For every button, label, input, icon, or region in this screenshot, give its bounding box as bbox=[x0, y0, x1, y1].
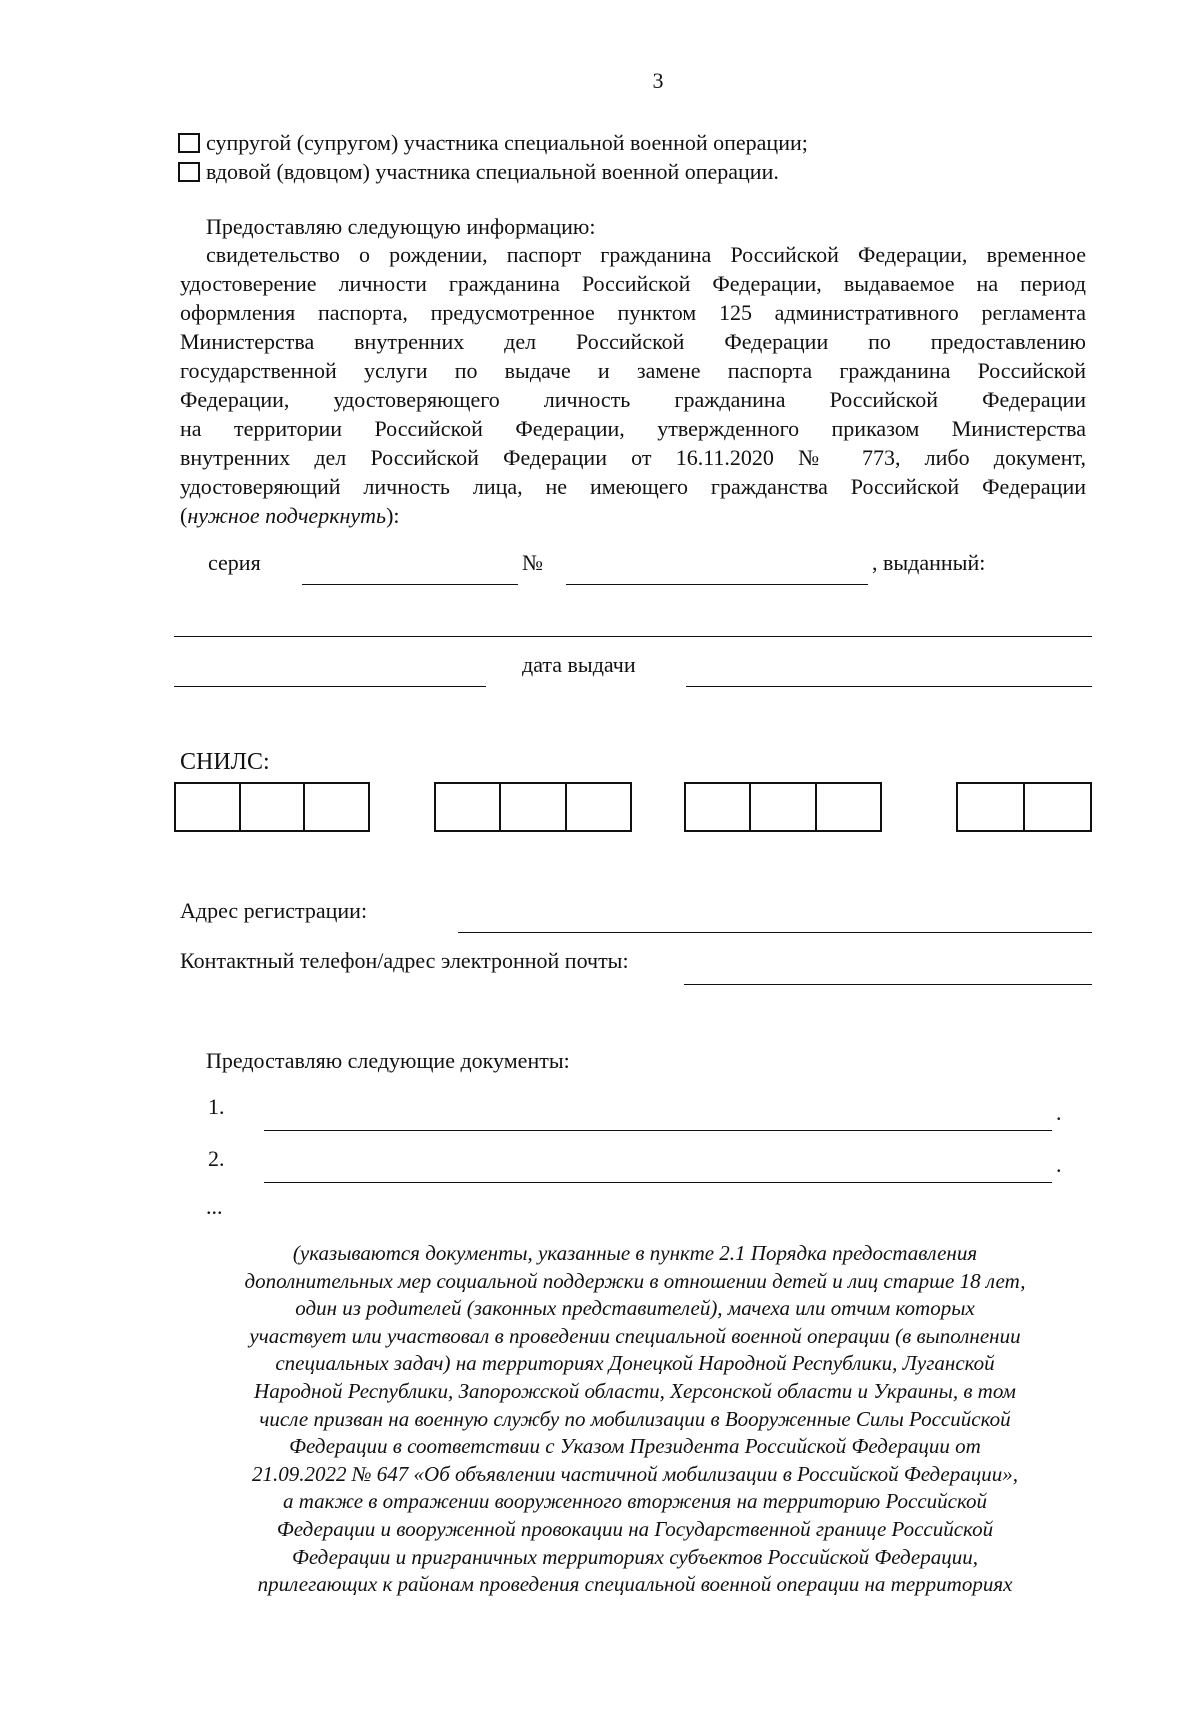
note-line: Федерации и вооруженной провокации на Государственной границе Российской bbox=[276, 1516, 994, 1541]
note-line: прилегающих к районам проведения специальной военной операции на территориях bbox=[257, 1572, 1013, 1597]
snils-group-3 bbox=[684, 782, 882, 832]
issue-date-field[interactable] bbox=[686, 686, 1092, 687]
info-line: оформления паспорта, предусмотренное пунктом 125 административного регламента bbox=[180, 300, 1086, 325]
number-field[interactable] bbox=[566, 584, 868, 585]
checkbox-row-widow[interactable] bbox=[178, 157, 779, 186]
snils-cell[interactable] bbox=[176, 784, 241, 830]
info-line: государственной услуги по выдаче и замене паспорта гражданина Российской bbox=[180, 358, 1086, 383]
info-line-last bbox=[180, 501, 1086, 530]
snils-cell[interactable] bbox=[817, 784, 880, 830]
info-line: внутренних дел Российской Федерации от 16.11.2020 № 773, либо документ, bbox=[180, 445, 1086, 470]
doc-item-number: 1. bbox=[208, 1094, 225, 1119]
docs-heading: Предоставляю следующие документы: bbox=[206, 1048, 570, 1073]
series-field[interactable] bbox=[302, 584, 518, 585]
issue-date-label: дата выдачи bbox=[522, 652, 636, 677]
note-line: дополнительных мер социальной поддержки в отношении детей и лиц старше 18 лет, bbox=[244, 1268, 1026, 1293]
info-line: удостоверяющий личность лица, не имеющего гражданства Российской Федерации bbox=[180, 474, 1086, 499]
note-line: а также в отражении вооруженного вторжения на территорию Российской bbox=[282, 1489, 987, 1514]
info-line: Федерации, удостоверяющего личность гражданина Российской Федерации bbox=[180, 387, 1086, 412]
documents-note bbox=[170, 1240, 1100, 1599]
doc-item-field[interactable] bbox=[264, 1182, 1052, 1183]
number-label: № bbox=[522, 550, 543, 575]
snils-group-4 bbox=[956, 782, 1092, 832]
checkbox-row-spouse[interactable] bbox=[178, 128, 808, 157]
snils-cell[interactable] bbox=[241, 784, 306, 830]
info-heading: Предоставляю следующую информацию: bbox=[206, 214, 596, 239]
snils-group-2 bbox=[434, 782, 632, 832]
issue-date-left-field[interactable] bbox=[174, 686, 486, 687]
note-line: Федерации в соответствии с Указом Президента Российской Федерации от bbox=[289, 1434, 981, 1459]
doc-item-end: . bbox=[1056, 1152, 1062, 1177]
doc-item-end: . bbox=[1056, 1100, 1062, 1125]
info-line: удостоверение личности гражданина Российской Федерации, выдаваемое на период bbox=[180, 271, 1086, 296]
note-line: участвует или участвовал в проведении специальной военной операции (в выполнении bbox=[249, 1323, 1021, 1348]
info-line: на территории Российской Федерации, утвержденного приказом Министерства bbox=[180, 416, 1086, 441]
issued-by-field[interactable] bbox=[174, 636, 1092, 637]
note-line: Народной Республики, Запорожской области, Херсонской области и Украины, в том bbox=[254, 1378, 1016, 1403]
spouse-checkbox-label: супругой (супругом) участника специальной военной операции; bbox=[206, 130, 808, 155]
doc-item-number: 2. bbox=[208, 1146, 225, 1171]
snils-cell[interactable] bbox=[958, 784, 1025, 830]
address-field[interactable] bbox=[458, 932, 1092, 933]
address-label: Адрес регистрации: bbox=[180, 898, 368, 923]
snils-cell[interactable] bbox=[1025, 784, 1090, 830]
note-line: специальных задач) на территориях Донецкой Народной Республики, Луганской bbox=[275, 1351, 995, 1376]
widow-checkbox-label: вдовой (вдовцом) участника специальной военной операции. bbox=[206, 159, 779, 184]
info-paragraph bbox=[180, 240, 1086, 530]
info-line: Министерства внутренних дел Российской Федерации по предоставлению bbox=[180, 329, 1086, 354]
note-line: (указываются документы, указанные в пункте 2.1 Порядка предоставления bbox=[292, 1241, 978, 1265]
ellipsis: ... bbox=[206, 1194, 223, 1219]
paren-open: ( bbox=[180, 503, 188, 528]
note-line: один из родителей (законных представителей), мачеха или отчим которых bbox=[295, 1296, 975, 1321]
snils-cell[interactable] bbox=[305, 784, 368, 830]
snils-label: СНИЛС: bbox=[180, 749, 270, 775]
snils-cell[interactable] bbox=[436, 784, 501, 830]
widow-checkbox[interactable] bbox=[178, 162, 200, 182]
note-line: 21.09.2022 № 647 «Об объявлении частичной мобилизации в Российской Федерации», bbox=[251, 1461, 1019, 1486]
doc-item-field[interactable] bbox=[264, 1130, 1052, 1131]
note-line: Федерации и приграничных территориях субъектов Российской Федерации, bbox=[292, 1544, 978, 1569]
issued-label: , выданный: bbox=[872, 550, 986, 575]
snils-cell[interactable] bbox=[751, 784, 816, 830]
page-number: 3 bbox=[652, 68, 664, 93]
underline-hint: нужное подчеркнуть bbox=[187, 503, 387, 528]
paren-close: ): bbox=[386, 503, 400, 528]
snils-cell[interactable] bbox=[567, 784, 630, 830]
contact-label: Контактный телефон/адрес электронной почты: bbox=[180, 948, 629, 973]
note-line: числе призван на военную службу по мобилизации в Вооруженные Силы Российской bbox=[259, 1406, 1011, 1431]
snils-group-1 bbox=[174, 782, 370, 832]
series-label: серия bbox=[208, 550, 261, 575]
spouse-checkbox[interactable] bbox=[178, 133, 200, 153]
contact-field[interactable] bbox=[684, 984, 1092, 985]
snils-cell[interactable] bbox=[501, 784, 566, 830]
snils-cell[interactable] bbox=[686, 784, 751, 830]
info-line: свидетельство о рождении, паспорт гражданина Российской Федерации, временное bbox=[206, 242, 1086, 267]
